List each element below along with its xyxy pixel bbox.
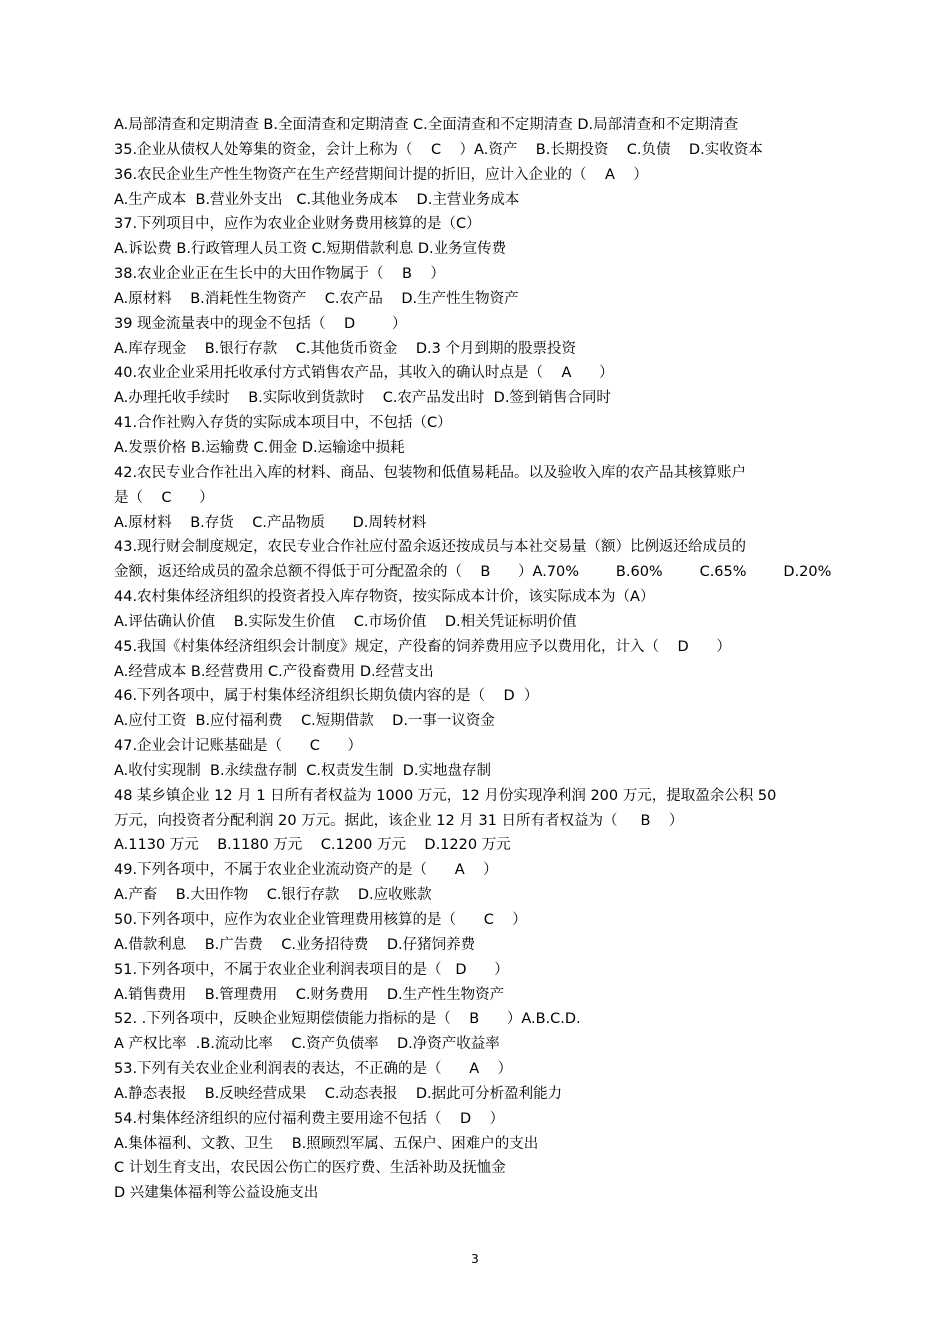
text-line: 42.农民专业合作社出入库的材料、商品、包装物和低值易耗品。以及验收入库的农产品其核算账户 [114, 464, 747, 481]
text-line: 39 现金流量表中的现金不包括（ D ） [114, 315, 407, 332]
text-line: A.产畜 B.大田作物 C.银行存款 D.应收账款 [114, 887, 432, 904]
text-line: 万元，向投资者分配利润 20 万元。据此，该企业 12 月 31 日所有者权益为（ B ） [114, 812, 684, 829]
page-number: 3 [471, 1252, 479, 1266]
text-line: 46.下列各项中，属于村集体经济组织长期负债内容的是（ D ） [114, 688, 539, 705]
text-line: A.静态表报 B.反映经营成果 C.动态表报 D.据此可分析盈利能力 [114, 1085, 563, 1102]
text-line: 51.下列各项中，不属于农业企业利润表项目的是（ D ） [114, 961, 509, 978]
text-line: 54.村集体经济组织的应付福利费主要用途不包括（ D ） [114, 1110, 505, 1127]
text-line: D 兴建集体福利等公益设施支出 [114, 1185, 319, 1202]
text-line: A 产权比率 .B.流动比率 C.资产负债率 D.净资产收益率 [114, 1036, 500, 1053]
text-line: A.局部清查和定期清查 B.全面清查和定期清查 C.全面清查和不定期清查 D.局部清查和不定期清查 [114, 117, 739, 133]
text-line: A.1130 万元 B.1180 万元 C.1200 万元 D.1220 万元 [114, 837, 511, 854]
document-body [114, 113, 844, 1206]
text-line: 35.企业从债权人处筹集的资金，会计上称为（ C ）A.资产 B.长期投资 C.负债 D.实收资本 [114, 141, 763, 158]
text-line: 36.农民企业生产性生物资产在生产经营期间计提的折旧，应计入企业的（ A ） [114, 166, 648, 183]
text-line: 43.现行财会制度规定，农民专业合作社应付盈余返还按成员与本社交易量（额）比例返还给成员的 [114, 539, 747, 556]
text-line: A.生产成本 B.营业外支出 C.其他业务成本 D.主营业务成本 [114, 191, 520, 208]
text-line: A.应付工资 B.应付福利费 C.短期借款 D.一事一议资金 [114, 713, 495, 730]
text-line: A.销售费用 B.管理费用 C.财务费用 D.生产性生物资产 [114, 986, 505, 1003]
text-line: 50.下列各项中，应作为农业企业管理费用核算的是（ C ） [114, 912, 527, 928]
text-line: A.原材料 B.存货 C.产品物质 D.周转材料 [114, 514, 427, 531]
text-line: A.借款利息 B.广告费 C.业务招待费 D.仔猪饲养费 [114, 936, 476, 953]
text-line: A.发票价格 B.运输费 C.佣金 D.运输途中损耗 [114, 439, 405, 456]
text-line: 44.农村集体经济组织的投资者投入库存物资，按实际成本计价，该实际成本为（A） [114, 589, 655, 606]
text-line: A.原材料 B.消耗性生物资产 C.农产品 D.生产性生物资产 [114, 290, 519, 307]
text-line: 是（ C ） [114, 489, 214, 506]
text-line: 41.合作社购入存货的实际成本项目中，不包括（C） [114, 415, 452, 432]
text-line: A.办理托收手续时 B.实际收到货款时 C.农产品发出时 D.签到销售合同时 [114, 390, 611, 407]
text-line: 38.农业企业正在生长中的大田作物属于（ B ） [114, 266, 445, 283]
text-line: 40.农业企业采用托收承付方式销售农产品，其收入的确认时点是（ A ） [114, 365, 614, 382]
text-line: 53.下列有关农业企业利润表的表达，不正确的是（ A ） [114, 1061, 513, 1078]
text-line: 37.下列项目中，应作为农业企业财务费用核算的是（C） [114, 216, 481, 233]
text-line: 48 某乡镇企业 12 月 1 日所有者权益为 1000 万元，12 月份实现净利润 200 万元，提取盈余公积 50 [114, 787, 777, 804]
text-line: A.库存现金 B.银行存款 C.其他货币资金 D.3 个月到期的股票投资 [114, 340, 576, 357]
text-line: 45.我国《村集体经济组织会计制度》规定，产役畜的饲养费用应予以费用化，计入（ D ） [114, 638, 731, 655]
text-line: 47.企业会计记账基础是（ C ） [114, 738, 362, 755]
text-line: A.评估确认价值 B.实际发生价值 C.市场价值 D.相关凭证标明价值 [114, 613, 577, 630]
text-line: A.经营成本 B.经营费用 C.产役畜费用 D.经营支出 [114, 663, 434, 680]
text-line: 49.下列各项中，不属于农业企业流动资产的是（ A ） [114, 862, 498, 879]
text-line: A.诉讼费 B.行政管理人员工资 C.短期借款利息 D.业务宣传费 [114, 241, 507, 258]
text-line: A.集体福利、文教、卫生 B.照顾烈军属、五保户、困难户的支出 [114, 1135, 539, 1152]
text-line: 52. .下列各项中，反映企业短期偿债能力指标的是（ B ）A.B.C.D. [114, 1011, 581, 1028]
text-line: A.收付实现制 B.永续盘存制 C.权责发生制 D.实地盘存制 [114, 762, 491, 779]
text-line: 金额，返还给成员的盈余总额不得低于可分配盈余的（ B ）A.70% B.60% C.65% D.20% [114, 564, 832, 581]
text-line: C 计划生育支出，农民因公伤亡的医疗费、生活补助及抚恤金 [114, 1160, 506, 1177]
